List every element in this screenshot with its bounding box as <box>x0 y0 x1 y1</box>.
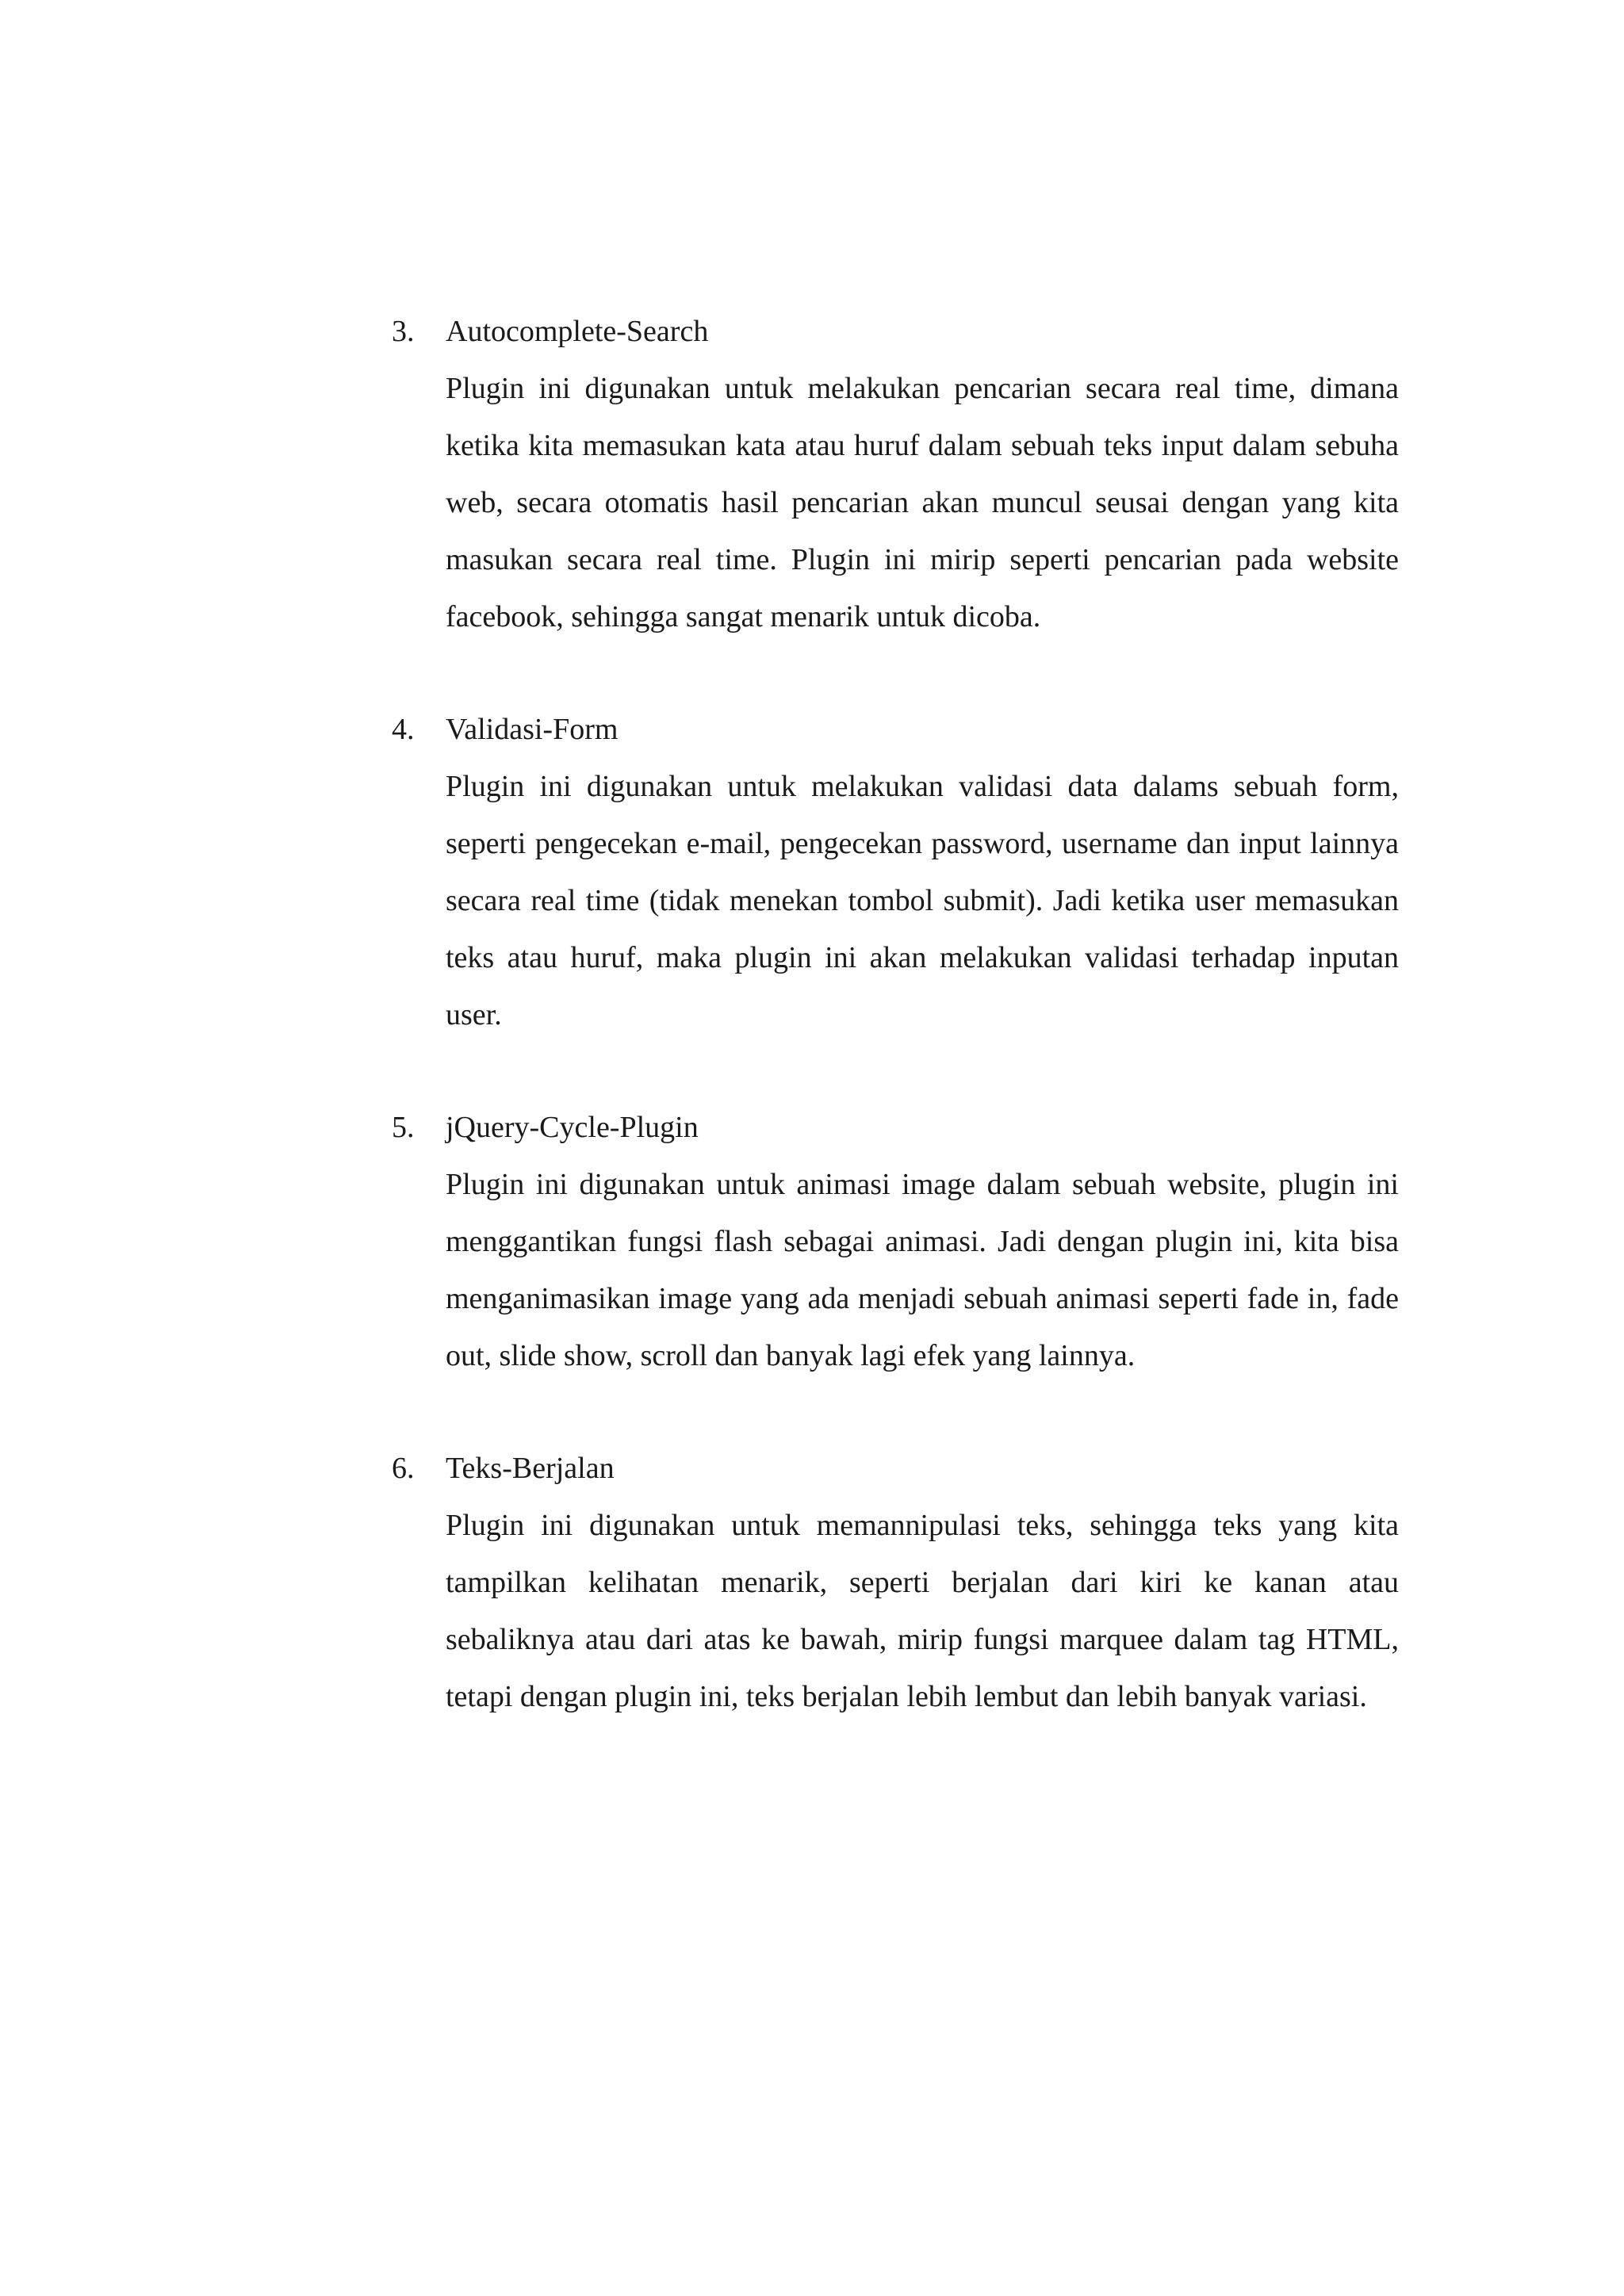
numbered-list <box>392 303 1399 1781</box>
list-item-heading <box>392 1099 1399 1156</box>
list-item-validasi-form <box>392 701 1399 1043</box>
list-item-description: Plugin ini digunakan untuk melakukan validasi data dalams sebuah form, seperti pengecekan e-mail, pengecekan password, username dan input lainnya secara real time (tidak menekan tombol submit). Jadi ketika user memasukan teks atau huruf, maka plugin ini akan melakukan validasi terhadap inputan user. <box>446 770 1399 1031</box>
list-item-title: Validasi-Form <box>446 713 619 746</box>
list-item-title: Autocomplete-Search <box>446 315 709 348</box>
list-item-description: Plugin ini digunakan untuk memannipulasi teks, sehingga teks yang kita tampilkan kelihatan menarik, seperti berjalan dari kiri ke kanan atau sebaliknya atau dari atas ke bawah, mirip fungsi marquee dalam tag HTML, tetapi dengan plugin ini, teks berjalan lebih lembut dan lebih banyak variasi. <box>446 1509 1399 1713</box>
list-item-description: Plugin ini digunakan untuk animasi image dalam sebuah website, plugin ini menggantikan fungsi flash sebagai animasi. Jadi dengan plugin ini, kita bisa menganimasikan image yang ada menjadi sebuah animasi seperti fade in, fade out, slide show, scroll dan banyak lagi efek yang lainnya. <box>446 1168 1399 1372</box>
list-item-heading <box>392 1440 1399 1497</box>
list-item-number: 3. <box>392 315 415 348</box>
list-item-teks-berjalan <box>392 1440 1399 1725</box>
list-item-title: jQuery-Cycle-Plugin <box>446 1111 699 1144</box>
list-item-number: 4. <box>392 713 415 746</box>
list-item-autocomplete-search <box>392 303 1399 645</box>
list-item-heading <box>392 701 1399 758</box>
list-item-description: Plugin ini digunakan untuk melakukan pencarian secara real time, dimana ketika kita memasukan kata atau huruf dalam sebuah teks input dalam sebuha web, secara otomatis hasil pencarian akan muncul seusai dengan yang kita masukan secara real time. Plugin ini mirip seperti pencarian pada website facebook, sehingga sangat menarik untuk dicoba. <box>446 372 1399 633</box>
list-item-heading <box>392 303 1399 360</box>
list-item-number: 5. <box>392 1111 415 1144</box>
list-item-title: Teks-Berjalan <box>446 1452 615 1485</box>
list-item-jquery-cycle-plugin <box>392 1099 1399 1384</box>
list-item-number: 6. <box>392 1452 415 1485</box>
